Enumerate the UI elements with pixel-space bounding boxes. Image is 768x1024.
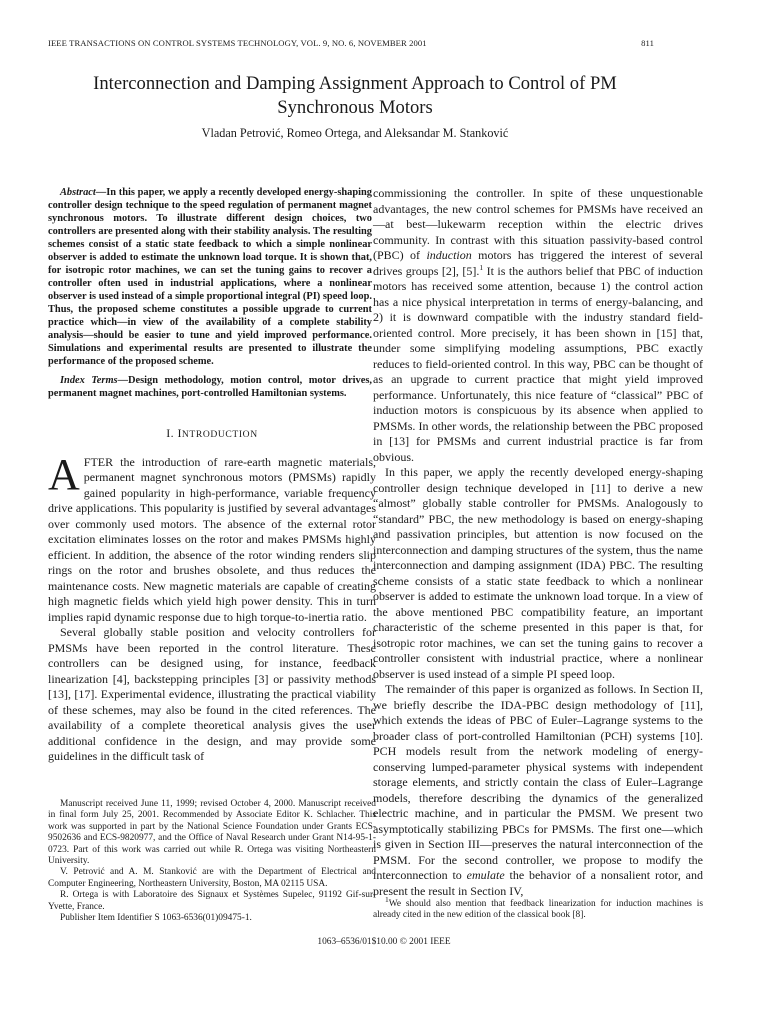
index-terms-text: —Design methodology, motion control, motor drives, permanent magnet machines, port-controlled Hamiltonian systems. — [48, 375, 372, 399]
section-title-rest: NTRODUCTION — [181, 429, 258, 440]
right-paragraph-3 — [373, 682, 703, 899]
footnote-affiliation-2: R. Ortega is with Laboratoire des Signaux et Systèmes Supelec, 91192 Gif-sur-Yvette, France. — [48, 890, 376, 912]
section-title-initial: I — [177, 426, 182, 440]
copyright-footer: 1063–6536/01$10.00 © 2001 IEEE — [317, 937, 451, 947]
footnote-1-text: We should also mention that feedback linearization for induction machines is already cited in the new edition of the classical book [8]. — [373, 899, 703, 921]
right-paragraph-2: In this paper, we apply the recently developed energy-shaping controller design technique developed in [11] to derive a new “almost” globally stable controller for PMSMs. Analogously to “standard” PBC, the new methodology is based on energy-shaping and passivation principles, but attention is now focused on the interconnection and damping structures of the system, thus the name interconnection and damping assignment (IDA) PBC. The resulting scheme consists of a static state feedback to which a nonlinear observer is added to estimate the unknown load torque. In a view of the above mentioned PBC compatibility feature, an important characteristic of the scheme presented in this paper is that, for isotropic rotor machines, we can set the tuning gains to recover a controller consistent with industrial practice, where a nonlinear observer is used instead of a simple PI speed loop. — [373, 465, 703, 681]
right-paragraph-1 — [373, 186, 703, 465]
footnote-publisher-id: Publisher Item Identifier S 1063-6536(01)09475-1. — [60, 913, 252, 924]
right-paragraph-3-part-b: the behavior of a nonsalient rotor, and present the result in Section IV, — [373, 868, 703, 898]
footnote-marker[interactable]: 1 — [479, 262, 484, 272]
footnote-1-paragraph — [373, 894, 703, 922]
footnote-1 — [373, 894, 703, 922]
italic-emulate: emulate — [466, 868, 505, 882]
manuscript-footnotes — [48, 799, 376, 924]
footnote-manuscript: Manuscript received June 11, 1999; revised October 4, 2000. Manuscript received in final form July 25, 2001. Recommended by Associate Editor K. Schlacher. This work was supported in part by the National Science Foundation under Grants ECS-9502636 and ECS-9820977, and the Office of Naval Research under Grant N14-95-1-0723. Part of this work was carried out while R. Ortega was visiting Northeastern University. — [48, 799, 376, 867]
index-terms — [48, 374, 376, 400]
right-paragraph-1-part-a: commissioning the controller. In spite of these unquestionable advantages, the new control schemes for PMSMs have received an—at best—lukewarm reception within the electric drives community. In contrast with this situation passivity-based control (PBC) of — [373, 186, 703, 262]
right-paragraph-1-part-c: It is the authors belief that PBC of induction motors has received some attention, because 1) the control action has a nice physical interpretation in terms of energy-balancing, and 2) it is downward compatible with the industry standard field-oriented control. More precisely, it has been shown in [15] that, under some simplifying modeling assumptions, PBC exactly reduces to field-oriented control. In this way, PBC can be thought of as an upgrade to current practice that might yield improved performance. Unfortunately, this nice feature of “classical” PBC of induction motors is conspicuous by its absence when applied to PMSMs. In other words, the relationship between the PBC proposed in [13] for PMSMs and current industrial practice is far from obvious. — [373, 263, 703, 464]
italic-induction: induction — [426, 248, 472, 262]
intro-paragraph-1-text: FTER the introduction of rare-earth magnetic materials, permanent magnet synchronous motors (PMSMs) rapidly gained popularity in high-performance, variable frequency drive applications. This popularity is justified by several advantages over commonly used motors. The absence of the external rotor excitation eliminates losses on the rotor and makes PMSMs highly efficient. In addition, the absence of the rotor winding renders slip rings on the rotor and brushes obsolete, and thus reduces the maintenance costs. New magnetic materials are capable of creating high magnetic fields which yield high power density. This in turn implies rapid dynamic response due to high torque-to-inertia ratio. — [48, 454, 376, 624]
page-number: 811 — [641, 38, 654, 48]
intro-paragraph-1 — [48, 449, 376, 626]
journal-name: IEEE TRANSACTIONS ON CONTROL SYSTEMS TECHNOLOGY, VOL. 9, NO. 6, NOVEMBER 2001 — [48, 38, 427, 48]
index-terms-lead: Index Terms — [60, 375, 118, 386]
right-column — [373, 186, 703, 899]
running-header — [48, 38, 654, 52]
right-paragraph-1-part-b: motors has triggered the interest of several drives groups [2], [5]. — [373, 248, 704, 278]
footnote-affiliation-1: V. Petrović and A. M. Stanković are with the Department of Electrical and Computer Engineering, Northeastern University, Boston, MA 02115 USA. — [48, 867, 376, 889]
abstract — [48, 186, 376, 368]
right-paragraph-3-part-a: The remainder of this paper is organized as follows. In Section II, we briefly describe the IDA-PBC design methodology of [11], which extends the ideas of PBC of Euler–Lagrange systems to the broader class of port-controlled Hamiltonian (PCH) systems [10]. PCH models result from the network modeling of energy-conserving lumped-parameter physical systems with independent storage elements, and strictly contain the class of Euler–Lagrange models, therefore describing the dynamics of the generalized electric machine, and in particular the PMSM. We present two asymptotically stabilizing PBCs for PMSMs. The first one—which is given in Section III—preserves the natural interconnection of the PMSM. For the second controller, we propose to modify the interconnection to — [373, 682, 703, 882]
left-column — [48, 186, 376, 765]
paper-authors: Vladan Petrović, Romeo Ortega, and Aleksandar M. Stanković — [201, 126, 509, 140]
drop-cap: A — [48, 449, 80, 499]
paper-title: Interconnection and Damping Assignment Approach to Control of PM Synchronous Motors — [93, 73, 617, 118]
abstract-text: —In this paper, we apply a recently developed energy-shaping controller design technique to the speed regulation of permanent magnet synchronous motors. To illustrate different design choices, two controllers are presented along with their stability analysis. The resulting schemes consist of a static state feedback to which a simple nonlinear observer is added to estimate the unknown load torque. It is shown that, for isotropic rotor machines, we can set the tuning gains to recover a controller often used in industrial applications, where a nonlinear observer is used instead of a simple proportional integral (PI) speed loop. Thus, the proposed scheme constitutes a possible upgrade to current practice which—in view of the availability of a complete stability analysis—should be easier to tune and yield improved performance. Simulations and experimental results are presented to illustrate the performance of the proposed scheme. — [48, 187, 372, 367]
section-number: I. — [166, 426, 175, 440]
footnote-1-marker: 1 — [385, 894, 389, 904]
abstract-lead: Abstract — [60, 187, 96, 198]
section-heading-introduction — [48, 426, 376, 443]
intro-paragraph-2: Several globally stable position and velocity controllers for PMSMs have been reported in the control literature. These controllers can be designed using, for instance, feedback linearization [4], backstepping principles [3] or passivity methods [13], [17]. Experimental evidence, illustrating the practical viability of these schemes, may also be found in the cited references. The availability of a complete theoretical analysis gives the user additional confidence in the design, and may provide some guidelines in the difficult task of — [48, 625, 376, 763]
